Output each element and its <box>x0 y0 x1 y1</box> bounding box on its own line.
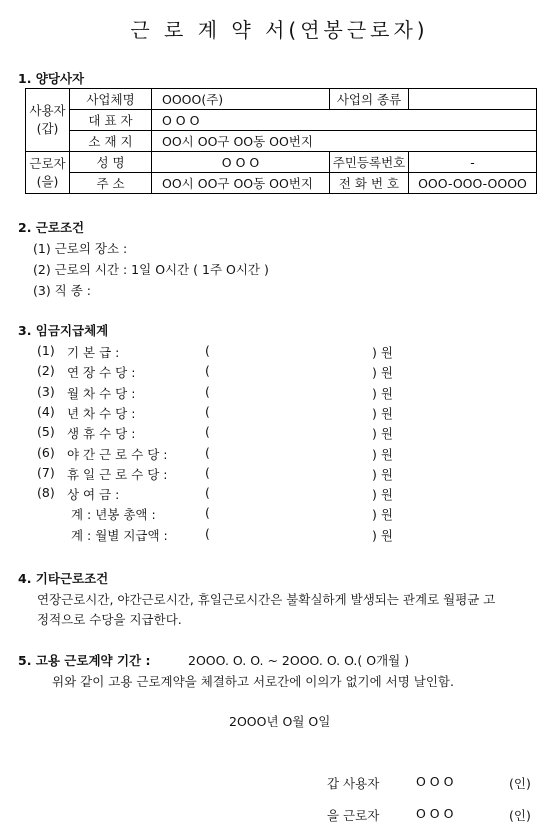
wage-row-label: 년 차 수 당 : <box>67 406 136 421</box>
employee-address-label: 주 소 <box>70 173 152 194</box>
employer-group-label <box>26 89 70 152</box>
employee-seal: (인) <box>509 808 531 823</box>
wage-row-won-unit: ) 원 <box>372 447 393 462</box>
employee-row-address <box>26 173 537 194</box>
contract-period: 2OOO. O. O. ~ 2OOO. O. O.( O개월 ) <box>188 653 410 668</box>
employee-sub-label: (을) <box>36 173 59 189</box>
wage-row-label: 계 : 년봉 총액 : <box>71 507 156 522</box>
wage-row-open-paren: ( <box>205 424 210 439</box>
wage-row-open-paren: ( <box>205 445 210 460</box>
wage-row-label: 생 휴 수 당 : <box>67 426 136 441</box>
employer-row-rep <box>26 110 537 131</box>
employee-name-label: 성 명 <box>70 152 152 173</box>
employer-signature-name: O O O <box>416 774 454 789</box>
wage-row-won-unit: ) 원 <box>372 365 393 380</box>
wage-row-won-unit: ) 원 <box>372 345 393 360</box>
work-condition-place: (1) 근로의 장소 : <box>33 241 128 256</box>
employer-row-address <box>26 131 537 152</box>
employee-signature-role: 을 근로자 <box>327 808 380 823</box>
wage-row-won-unit: ) 원 <box>372 406 393 421</box>
wage-row-open-paren: ( <box>205 505 210 520</box>
wage-row-number: (7) <box>37 465 55 480</box>
wage-row-number: (3) <box>37 384 55 399</box>
wage-row-open-paren: ( <box>205 343 210 358</box>
wage-row-label: 연 장 수 당 : <box>67 365 136 380</box>
phone-label: 전 화 번 호 <box>330 173 409 194</box>
wage-row-won-unit: ) 원 <box>372 487 393 502</box>
wage-row-won-unit: ) 원 <box>372 507 393 522</box>
employer-address-label: 소 재 지 <box>70 131 152 152</box>
section-3-heading: 3. 임금지급체계 <box>18 323 109 338</box>
wage-row-open-paren: ( <box>205 404 210 419</box>
wage-row-open-paren: ( <box>205 526 210 541</box>
wage-row-won-unit: ) 원 <box>372 528 393 543</box>
employee-label: 근로자 <box>29 155 66 171</box>
wage-row-number: (4) <box>37 404 55 419</box>
employer-seal: (인) <box>509 776 531 791</box>
company-name-label: 사업체명 <box>70 89 152 110</box>
parties-table <box>25 88 537 194</box>
wage-row-label: 기 본 급 : <box>67 345 120 360</box>
wage-row-won-unit: ) 원 <box>372 467 393 482</box>
employee-address-value: OO시 OO구 OO동 OO번지 <box>152 173 330 194</box>
contract-date: 2OOO년 O월 O일 <box>229 714 331 729</box>
agreement-statement: 위와 같이 고용 근로계약을 체결하고 서로간에 이의가 없기에 서명 날인함. <box>52 674 454 689</box>
company-name-value: OOOO(주) <box>152 89 330 110</box>
business-type-value <box>409 89 537 110</box>
wage-row-label: 월 차 수 당 : <box>67 386 136 401</box>
wage-row-open-paren: ( <box>205 485 210 500</box>
wage-row-number: (2) <box>37 363 55 378</box>
wage-row-number: (6) <box>37 445 55 460</box>
employee-signature-name: O O O <box>416 806 454 821</box>
wage-row-number: (8) <box>37 485 55 500</box>
rrn-label: 주민등록번호 <box>330 152 409 173</box>
wage-row-won-unit: ) 원 <box>372 386 393 401</box>
employee-group-label <box>26 152 70 194</box>
rrn-value: - <box>409 152 537 173</box>
employee-row-name <box>26 152 537 173</box>
employer-sub-label: (갑) <box>36 121 59 136</box>
employer-row-company <box>26 89 537 110</box>
document-title: 근 로 계 약 서(연봉근로자) <box>130 18 429 42</box>
phone-value: OOO-OOO-OOOO <box>409 173 537 194</box>
wage-row-label: 휴 일 근 로 수 당 : <box>67 467 168 482</box>
wage-row-open-paren: ( <box>205 363 210 378</box>
employee-name-value: O O O <box>152 152 330 173</box>
wage-row-label: 야 간 근 로 수 당 : <box>67 447 168 462</box>
section-4-heading: 4. 기타근로조건 <box>18 571 109 586</box>
wage-row-open-paren: ( <box>205 465 210 480</box>
section-2-heading: 2. 근로조건 <box>18 220 85 235</box>
work-condition-job: (3) 직 종 : <box>33 283 91 298</box>
employer-signature-role: 갑 사용자 <box>327 776 380 791</box>
work-condition-hours: (2) 근로의 시간 : 1일 O시간 ( 1주 O시간 ) <box>33 262 269 277</box>
business-type-label: 사업의 종류 <box>330 89 409 110</box>
wage-row-number: (1) <box>37 343 55 358</box>
section-5-heading: 5. 고용 근로계약 기간 : <box>18 653 151 668</box>
wage-row-won-unit: ) 원 <box>372 426 393 441</box>
other-conditions-line-1: 연장근로시간, 야간근로시간, 휴일근로시간은 불확실하게 발생되는 관계로 월평균 고 <box>37 592 496 607</box>
employer-label: 사용자 <box>29 103 66 118</box>
employer-address-value: OO시 OO구 OO동 OO번지 <box>152 131 537 152</box>
representative-label: 대 표 자 <box>70 110 152 131</box>
wage-row-open-paren: ( <box>205 384 210 399</box>
wage-row-label: 계 : 월별 지급액 : <box>71 528 168 543</box>
wage-row-number: (5) <box>37 424 55 439</box>
section-1-heading: 1. 양당사자 <box>18 71 85 86</box>
representative-value: O O O <box>152 110 537 131</box>
other-conditions-line-2: 정적으로 수당을 지급한다. <box>37 612 182 627</box>
wage-row-label: 상 여 금 : <box>67 487 120 502</box>
